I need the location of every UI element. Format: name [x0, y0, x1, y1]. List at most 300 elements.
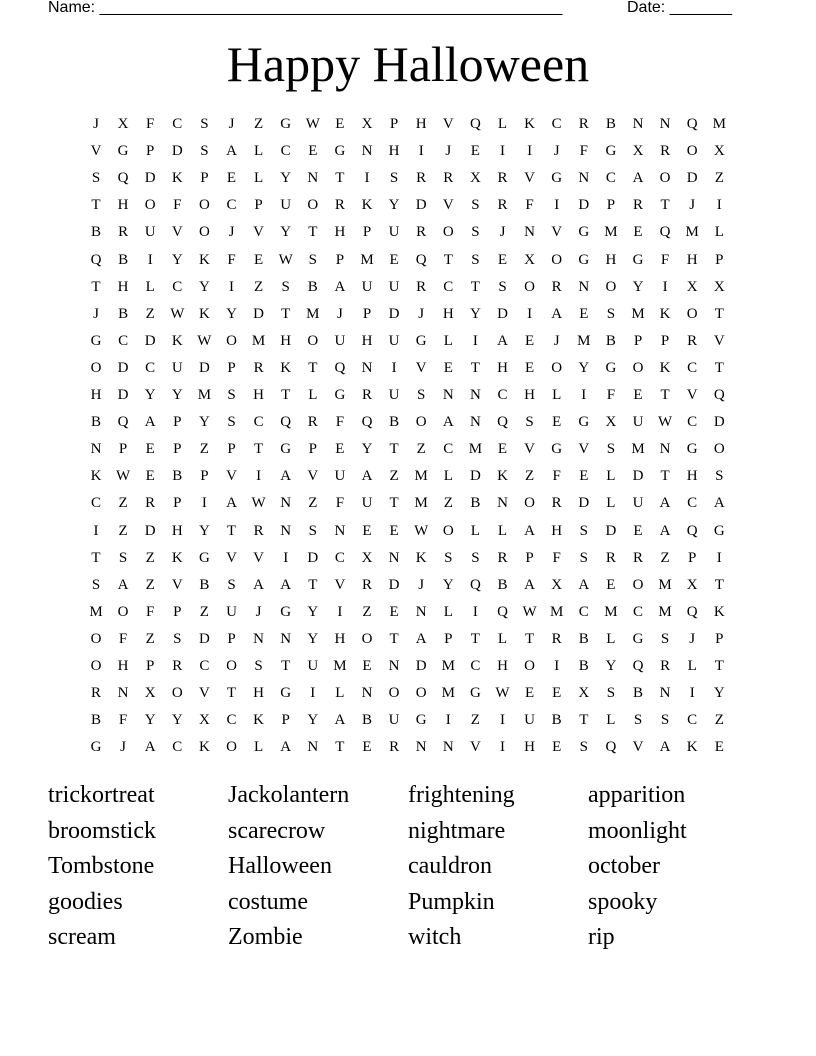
grid-letter: S — [444, 549, 453, 566]
grid-letter: V — [686, 387, 698, 403]
grid-letter: N — [578, 278, 590, 295]
grid-letter: N — [442, 387, 454, 403]
grid-letter: L — [687, 658, 697, 674]
grid-letter: E — [362, 522, 372, 539]
grid-letter: D — [144, 332, 156, 349]
grid-letter: F — [227, 251, 236, 268]
grid-letter: N — [280, 495, 292, 512]
grid-row — [0, 627, 816, 654]
grid-letter: P — [308, 441, 317, 458]
grid-letter: Y — [469, 305, 481, 322]
grid-letter: Y — [307, 712, 319, 729]
grid-letter: T — [281, 387, 291, 403]
grid-letter: I — [554, 197, 560, 214]
grid-letter: G — [551, 170, 563, 187]
grid-letter: Z — [145, 305, 155, 322]
grid-letter: T — [660, 387, 670, 403]
grid-letter: D — [415, 658, 427, 674]
grid-letter: P — [173, 414, 182, 431]
grid-letter: E — [579, 305, 589, 322]
grid-letter: I — [662, 278, 668, 295]
grid-letter: V — [171, 576, 183, 593]
grid-letter: C — [199, 658, 210, 674]
grid-letter: S — [91, 576, 101, 593]
grid-letter: G — [578, 224, 590, 241]
grid-letter: P — [254, 197, 263, 214]
grid-letter: D — [578, 495, 590, 512]
grid-letter: N — [361, 685, 373, 702]
grid-letter: C — [687, 414, 698, 431]
grid-letter: T — [525, 630, 535, 647]
grid-letter: U — [171, 359, 183, 376]
grid-letter: O — [524, 658, 536, 674]
grid-letter: I — [147, 251, 153, 268]
grid-letter: T — [714, 576, 724, 593]
grid-letter: R — [172, 658, 183, 674]
grid-letter: T — [281, 658, 291, 674]
grid-letter: T — [91, 278, 101, 295]
grid-letter: E — [633, 387, 643, 403]
grid-letter: R — [551, 630, 562, 647]
grid-letter: I — [500, 739, 505, 756]
grid-letter: L — [497, 522, 508, 539]
grid-row — [0, 383, 816, 410]
grid-letter: M — [333, 658, 347, 674]
grid-letter: G — [551, 441, 563, 458]
grid-letter: E — [470, 143, 480, 160]
grid-letter: U — [388, 712, 400, 729]
grid-letter: D — [415, 197, 427, 214]
grid-letter: R — [118, 224, 129, 241]
grid-letter: H — [605, 251, 617, 268]
grid-row — [0, 220, 816, 247]
grid-letter: Q — [117, 414, 129, 431]
grid-letter: E — [579, 468, 589, 485]
grid-letter: B — [361, 712, 372, 729]
grid-letter: Q — [334, 359, 346, 376]
grid-letter: D — [117, 359, 129, 376]
grid-letter: V — [226, 468, 237, 485]
grid-letter: C — [443, 278, 454, 295]
grid-letter: O — [226, 739, 237, 756]
grid-letter: L — [714, 224, 724, 241]
grid-letter: R — [389, 739, 400, 756]
grid-letter: L — [606, 468, 616, 485]
grid-letter: G — [280, 603, 292, 620]
grid-letter: H — [117, 197, 129, 214]
grid-letter: U — [361, 495, 373, 512]
grid-letter: F — [579, 143, 588, 160]
grid-letter: Y — [171, 251, 183, 268]
grid-letter: I — [391, 359, 397, 376]
grid-letter: Q — [415, 251, 427, 268]
grid-letter: M — [360, 251, 374, 268]
grid-letter: W — [251, 495, 266, 512]
grid-letter: X — [198, 712, 210, 729]
grid-letter: L — [254, 170, 264, 187]
grid-letter: G — [334, 387, 346, 403]
grid-letter: Z — [714, 712, 724, 729]
grid-letter: G — [578, 414, 590, 431]
grid-letter: R — [660, 658, 671, 674]
grid-letter: P — [389, 116, 399, 132]
grid-letter: A — [659, 495, 671, 512]
grid-letter: L — [335, 685, 345, 702]
grid-letter: M — [712, 116, 726, 132]
grid-letter: T — [470, 630, 480, 647]
grid-letter: I — [527, 143, 533, 160]
grid-letter: T — [91, 197, 101, 214]
grid-letter: N — [90, 441, 102, 458]
grid-letter: T — [254, 441, 264, 458]
grid-row — [0, 193, 816, 220]
grid-letter: X — [361, 116, 373, 132]
grid-letter: C — [118, 332, 129, 349]
grid-row — [0, 573, 816, 600]
grid-letter: Q — [605, 739, 617, 756]
grid-letter: D — [144, 170, 156, 187]
grid-letter: S — [660, 712, 670, 729]
grid-letter: J — [418, 305, 425, 322]
grid-letter: F — [335, 414, 345, 431]
grid-letter: K — [713, 603, 725, 620]
grid-letter: Y — [280, 170, 292, 187]
grid-letter: I — [500, 712, 505, 729]
grid-letter: K — [171, 549, 183, 566]
word-bank-item: Tombstone — [48, 853, 155, 880]
grid-letter: Q — [90, 251, 102, 268]
grid-letter: P — [227, 441, 236, 458]
grid-letter: I — [364, 170, 370, 187]
grid-letter: Z — [443, 495, 453, 512]
grid-row — [0, 464, 816, 491]
grid-row — [0, 519, 816, 546]
word-bank-item: nightmare — [408, 817, 506, 844]
grid-letter: S — [525, 414, 534, 431]
grid-letter: P — [715, 251, 724, 268]
word-bank-item: trickortreat — [48, 782, 155, 808]
grid-letter: J — [418, 576, 425, 593]
grid-letter: Y — [388, 197, 400, 214]
grid-letter: K — [198, 251, 210, 268]
grid-letter: T — [308, 359, 318, 376]
grid-letter: R — [660, 143, 671, 160]
grid-letter: K — [198, 739, 210, 756]
grid-letter: R — [416, 170, 427, 187]
grid-letter: L — [254, 143, 264, 160]
grid-letter: U — [334, 468, 346, 485]
grid-letter: J — [553, 143, 560, 160]
grid-letter: G — [469, 685, 481, 702]
grid-letter: M — [631, 441, 645, 458]
grid-letter: Y — [307, 630, 319, 647]
grid-letter: K — [659, 359, 671, 376]
grid-letter: S — [471, 224, 480, 241]
grid-letter: Q — [117, 170, 129, 187]
grid-letter: O — [307, 332, 319, 349]
grid-letter: A — [253, 576, 265, 593]
grid-letter: V — [442, 116, 454, 132]
word-bank-item: Halloween — [228, 853, 332, 880]
grid-letter: E — [308, 143, 318, 160]
grid-letter: O — [713, 441, 725, 458]
grid-letter: A — [659, 739, 671, 756]
grid-letter: H — [117, 658, 129, 674]
grid-letter: V — [632, 739, 644, 756]
grid-letter: U — [144, 224, 156, 241]
grid-letter: P — [335, 251, 345, 268]
grid-letter: E — [552, 685, 562, 702]
grid-letter: X — [713, 278, 725, 295]
grid-letter: M — [468, 441, 483, 458]
grid-letter: B — [578, 658, 589, 674]
grid-letter: B — [470, 495, 481, 512]
grid-letter: L — [606, 495, 616, 512]
grid-letter: N — [469, 387, 481, 403]
grid-letter: C — [687, 495, 698, 512]
grid-letter: X — [551, 576, 563, 593]
grid-row — [0, 275, 816, 302]
grid-letter: A — [334, 712, 346, 729]
grid-letter: S — [471, 197, 480, 214]
grid-letter: Y — [307, 603, 319, 620]
grid-letter: Q — [469, 576, 481, 593]
grid-letter: E — [525, 359, 535, 376]
grid-letter: U — [388, 387, 400, 403]
word-bank-item: scarecrow — [228, 817, 326, 844]
grid-letter: I — [256, 468, 262, 485]
grid-letter: G — [90, 332, 102, 349]
grid-letter: O — [524, 495, 536, 512]
grid-letter: C — [551, 116, 562, 132]
grid-letter: X — [578, 685, 590, 702]
word-bank-item: costume — [228, 888, 308, 915]
grid-letter: D — [713, 414, 725, 431]
grid-letter: G — [280, 685, 292, 702]
grid-letter: Y — [198, 278, 210, 295]
grid-letter: L — [443, 603, 453, 620]
grid-letter: T — [308, 224, 318, 241]
grid-letter: C — [632, 603, 643, 620]
grid-letter: V — [334, 576, 346, 593]
grid-letter: R — [687, 332, 698, 349]
grid-letter: K — [524, 116, 536, 132]
grid-letter: X — [713, 143, 725, 160]
grid-letter: L — [443, 332, 453, 349]
grid-letter: Z — [416, 441, 426, 458]
grid-letter: W — [305, 116, 320, 132]
grid-letter: M — [550, 603, 564, 620]
grid-row — [0, 491, 816, 518]
grid-letter: M — [604, 224, 618, 241]
grid-letter: T — [91, 549, 101, 566]
grid-letter: Q — [686, 522, 698, 539]
date-field-line: Date: _______ — [627, 0, 732, 16]
word-bank-item: broomstick — [48, 817, 156, 844]
grid-letter: I — [716, 549, 722, 566]
grid-letter: P — [227, 630, 236, 647]
grid-letter: G — [632, 630, 644, 647]
grid-letter: F — [146, 116, 155, 132]
grid-letter: S — [200, 116, 209, 132]
grid-letter: V — [578, 441, 590, 458]
grid-letter: J — [93, 305, 99, 322]
grid-row — [0, 410, 816, 437]
grid-letter: M — [89, 603, 103, 620]
grid-letter: T — [226, 522, 237, 539]
grid-letter: C — [443, 441, 454, 458]
grid-letter: T — [714, 658, 724, 674]
grid-letter: T — [335, 739, 345, 756]
grid-letter: O — [442, 522, 454, 539]
grid-letter: I — [500, 143, 505, 160]
grid-letter: H — [686, 251, 698, 268]
grid-letter: U — [226, 603, 237, 620]
grid-row — [0, 139, 816, 166]
grid-letter: A — [144, 739, 156, 756]
grid-letter: M — [414, 495, 428, 512]
grid-letter: D — [171, 143, 183, 160]
grid-letter: A — [713, 495, 725, 512]
grid-letter: I — [337, 603, 343, 620]
grid-letter: L — [497, 630, 508, 647]
grid-letter: I — [418, 143, 424, 160]
grid-letter: R — [334, 197, 345, 214]
grid-letter: T — [389, 495, 399, 512]
grid-letter: N — [442, 739, 454, 756]
grid-letter: Z — [470, 712, 480, 729]
grid-letter: Y — [198, 522, 210, 539]
grid-letter: H — [280, 332, 292, 349]
grid-letter: S — [606, 685, 616, 702]
grid-letter: T — [281, 305, 291, 322]
grid-letter: J — [689, 197, 696, 214]
grid-letter: E — [145, 441, 155, 458]
grid-letter: B — [118, 305, 129, 322]
grid-letter: H — [253, 387, 265, 403]
grid-letter: G — [280, 116, 292, 132]
grid-letter: X — [686, 576, 698, 593]
grid-letter: R — [145, 495, 156, 512]
grid-letter: V — [90, 143, 102, 160]
grid-letter: P — [688, 549, 697, 566]
grid-letter: L — [606, 630, 616, 647]
grid-letter: H — [415, 116, 427, 132]
grid-letter: Z — [525, 468, 535, 485]
grid-letter: G — [605, 359, 617, 376]
grid-letter: S — [633, 712, 643, 729]
grid-letter: U — [388, 224, 400, 241]
grid-letter: P — [173, 495, 182, 512]
grid-letter: U — [388, 332, 400, 349]
grid-row — [0, 329, 816, 356]
grid-letter: S — [227, 387, 236, 403]
grid-letter: G — [415, 712, 427, 729]
grid-letter: H — [117, 278, 129, 295]
word-bank-item: goodies — [48, 888, 123, 915]
grid-letter: D — [307, 549, 319, 566]
grid-letter: O — [415, 414, 427, 431]
grid-letter: R — [632, 197, 643, 214]
grid-letter: X — [686, 278, 698, 295]
grid-letter: Y — [713, 685, 725, 702]
grid-letter: I — [716, 197, 722, 214]
grid-letter: Y — [171, 387, 183, 403]
grid-letter: R — [361, 576, 372, 593]
grid-letter: G — [605, 143, 617, 160]
grid-letter: D — [686, 170, 698, 187]
grid-letter: Y — [578, 359, 590, 376]
grid-letter: P — [173, 603, 182, 620]
grid-letter: T — [470, 359, 480, 376]
word-bank-item: cauldron — [408, 853, 492, 880]
grid-letter: A — [361, 468, 373, 485]
grid-letter: M — [577, 332, 591, 349]
grid-letter: W — [197, 332, 212, 349]
grid-letter: J — [499, 224, 506, 241]
grid-letter: X — [524, 251, 536, 268]
grid-letter: N — [388, 658, 400, 674]
grid-letter: T — [226, 685, 237, 702]
grid-letter: Z — [199, 603, 209, 620]
grid-letter: S — [173, 630, 182, 647]
grid-letter: O — [226, 658, 237, 674]
grid-letter: K — [280, 359, 292, 376]
grid-letter: V — [253, 224, 265, 241]
word-bank-item: apparition — [588, 782, 686, 808]
grid-letter: R — [90, 685, 101, 702]
grid-letter: O — [90, 359, 102, 376]
grid-letter: P — [200, 170, 209, 187]
grid-letter: T — [389, 441, 399, 458]
grid-letter: J — [445, 143, 452, 160]
grid-letter: M — [441, 685, 455, 702]
grid-letter: R — [416, 278, 427, 295]
grid-letter: D — [605, 522, 617, 539]
grid-letter: U — [280, 197, 292, 214]
grid-letter: H — [90, 387, 102, 403]
grid-letter: G — [415, 332, 427, 349]
grid-letter: R — [632, 549, 643, 566]
grid-letter: C — [334, 549, 345, 566]
grid-letter: V — [307, 468, 319, 485]
grid-letter: K — [497, 468, 508, 485]
grid-row — [0, 356, 816, 383]
grid-letter: Z — [118, 522, 128, 539]
grid-letter: D — [388, 305, 400, 322]
grid-letter: H — [253, 685, 265, 702]
grid-letter: A — [632, 170, 644, 187]
grid-letter: F — [335, 495, 345, 512]
grid-letter: C — [90, 495, 101, 512]
grid-letter: G — [198, 549, 210, 566]
grid-letter: F — [173, 197, 182, 214]
grid-letter: A — [226, 143, 237, 160]
grid-letter: S — [227, 414, 236, 431]
grid-letter: N — [361, 143, 373, 160]
grid-letter: O — [659, 170, 671, 187]
grid-letter: C — [172, 278, 183, 295]
grid-letter: Z — [254, 116, 264, 132]
grid-letter: R — [361, 387, 372, 403]
grid-letter: S — [254, 658, 263, 674]
grid-letter: Z — [145, 630, 155, 647]
grid-letter: A — [442, 414, 454, 431]
grid-letter: M — [306, 305, 320, 322]
grid-letter: M — [414, 468, 428, 485]
grid-letter: D — [198, 359, 210, 376]
grid-letter: S — [200, 143, 209, 160]
